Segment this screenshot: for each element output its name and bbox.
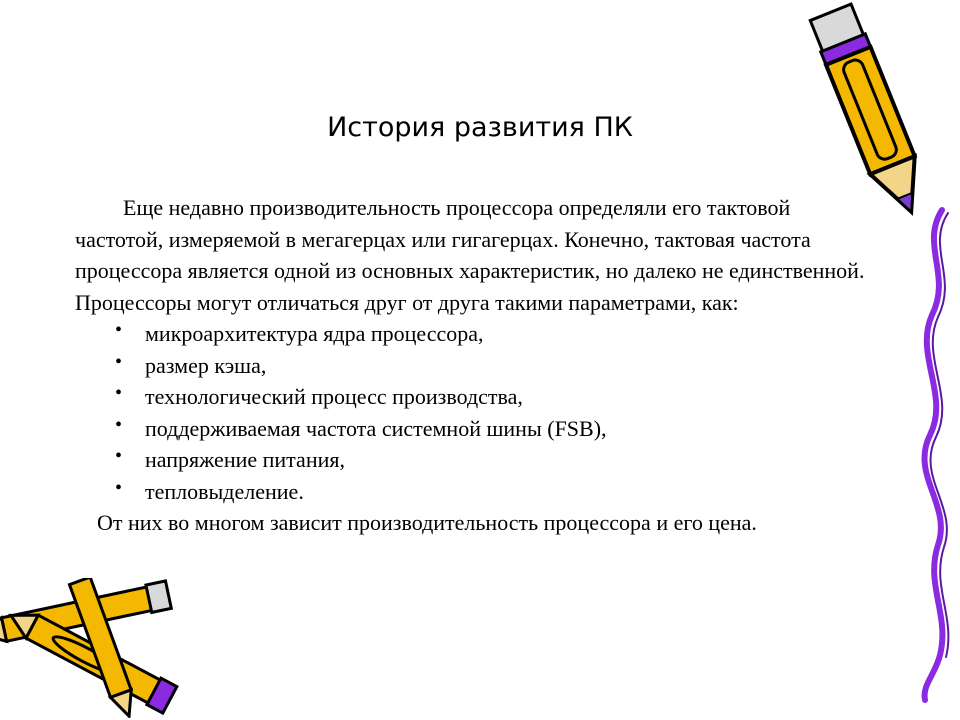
crossed-pencils-icon bbox=[0, 578, 200, 718]
bullet-icon: • bbox=[115, 476, 123, 499]
slide-body bbox=[75, 192, 865, 539]
list-item: • поддерживаемая частота системной шины (FSB), bbox=[115, 413, 865, 445]
squiggle-line bbox=[880, 205, 960, 705]
list-item: • технологический процесс производства, bbox=[115, 381, 865, 413]
bullet-icon: • bbox=[115, 445, 123, 467]
bullet-icon: • bbox=[115, 413, 123, 436]
outro-paragraph: От них во многом зависит производительность процессора и его цена. bbox=[97, 510, 757, 535]
list-item: • тепловыделение. bbox=[115, 476, 865, 508]
list-item: • микроархитектура ядра процессора, bbox=[115, 318, 865, 350]
bullet-icon: • bbox=[115, 350, 123, 373]
intro-paragraph: Еще недавно производительность процессора определяли его тактовой частотой, измеряемой в мегагерцах или гигагерцах. Конечно, тактовая частота процессора является одной из основных характеристик, но далеко не единственной. Процессоры могут отличаться друг от друга такими параметрами, как: bbox=[75, 195, 865, 315]
list-item: • напряжение питания, bbox=[115, 444, 865, 476]
slide-title: История развития ПК bbox=[327, 112, 633, 143]
list-item: • размер кэша, bbox=[115, 350, 865, 382]
bullet-icon: • bbox=[115, 319, 123, 341]
bullet-icon: • bbox=[115, 382, 123, 404]
parameter-list bbox=[75, 318, 865, 507]
